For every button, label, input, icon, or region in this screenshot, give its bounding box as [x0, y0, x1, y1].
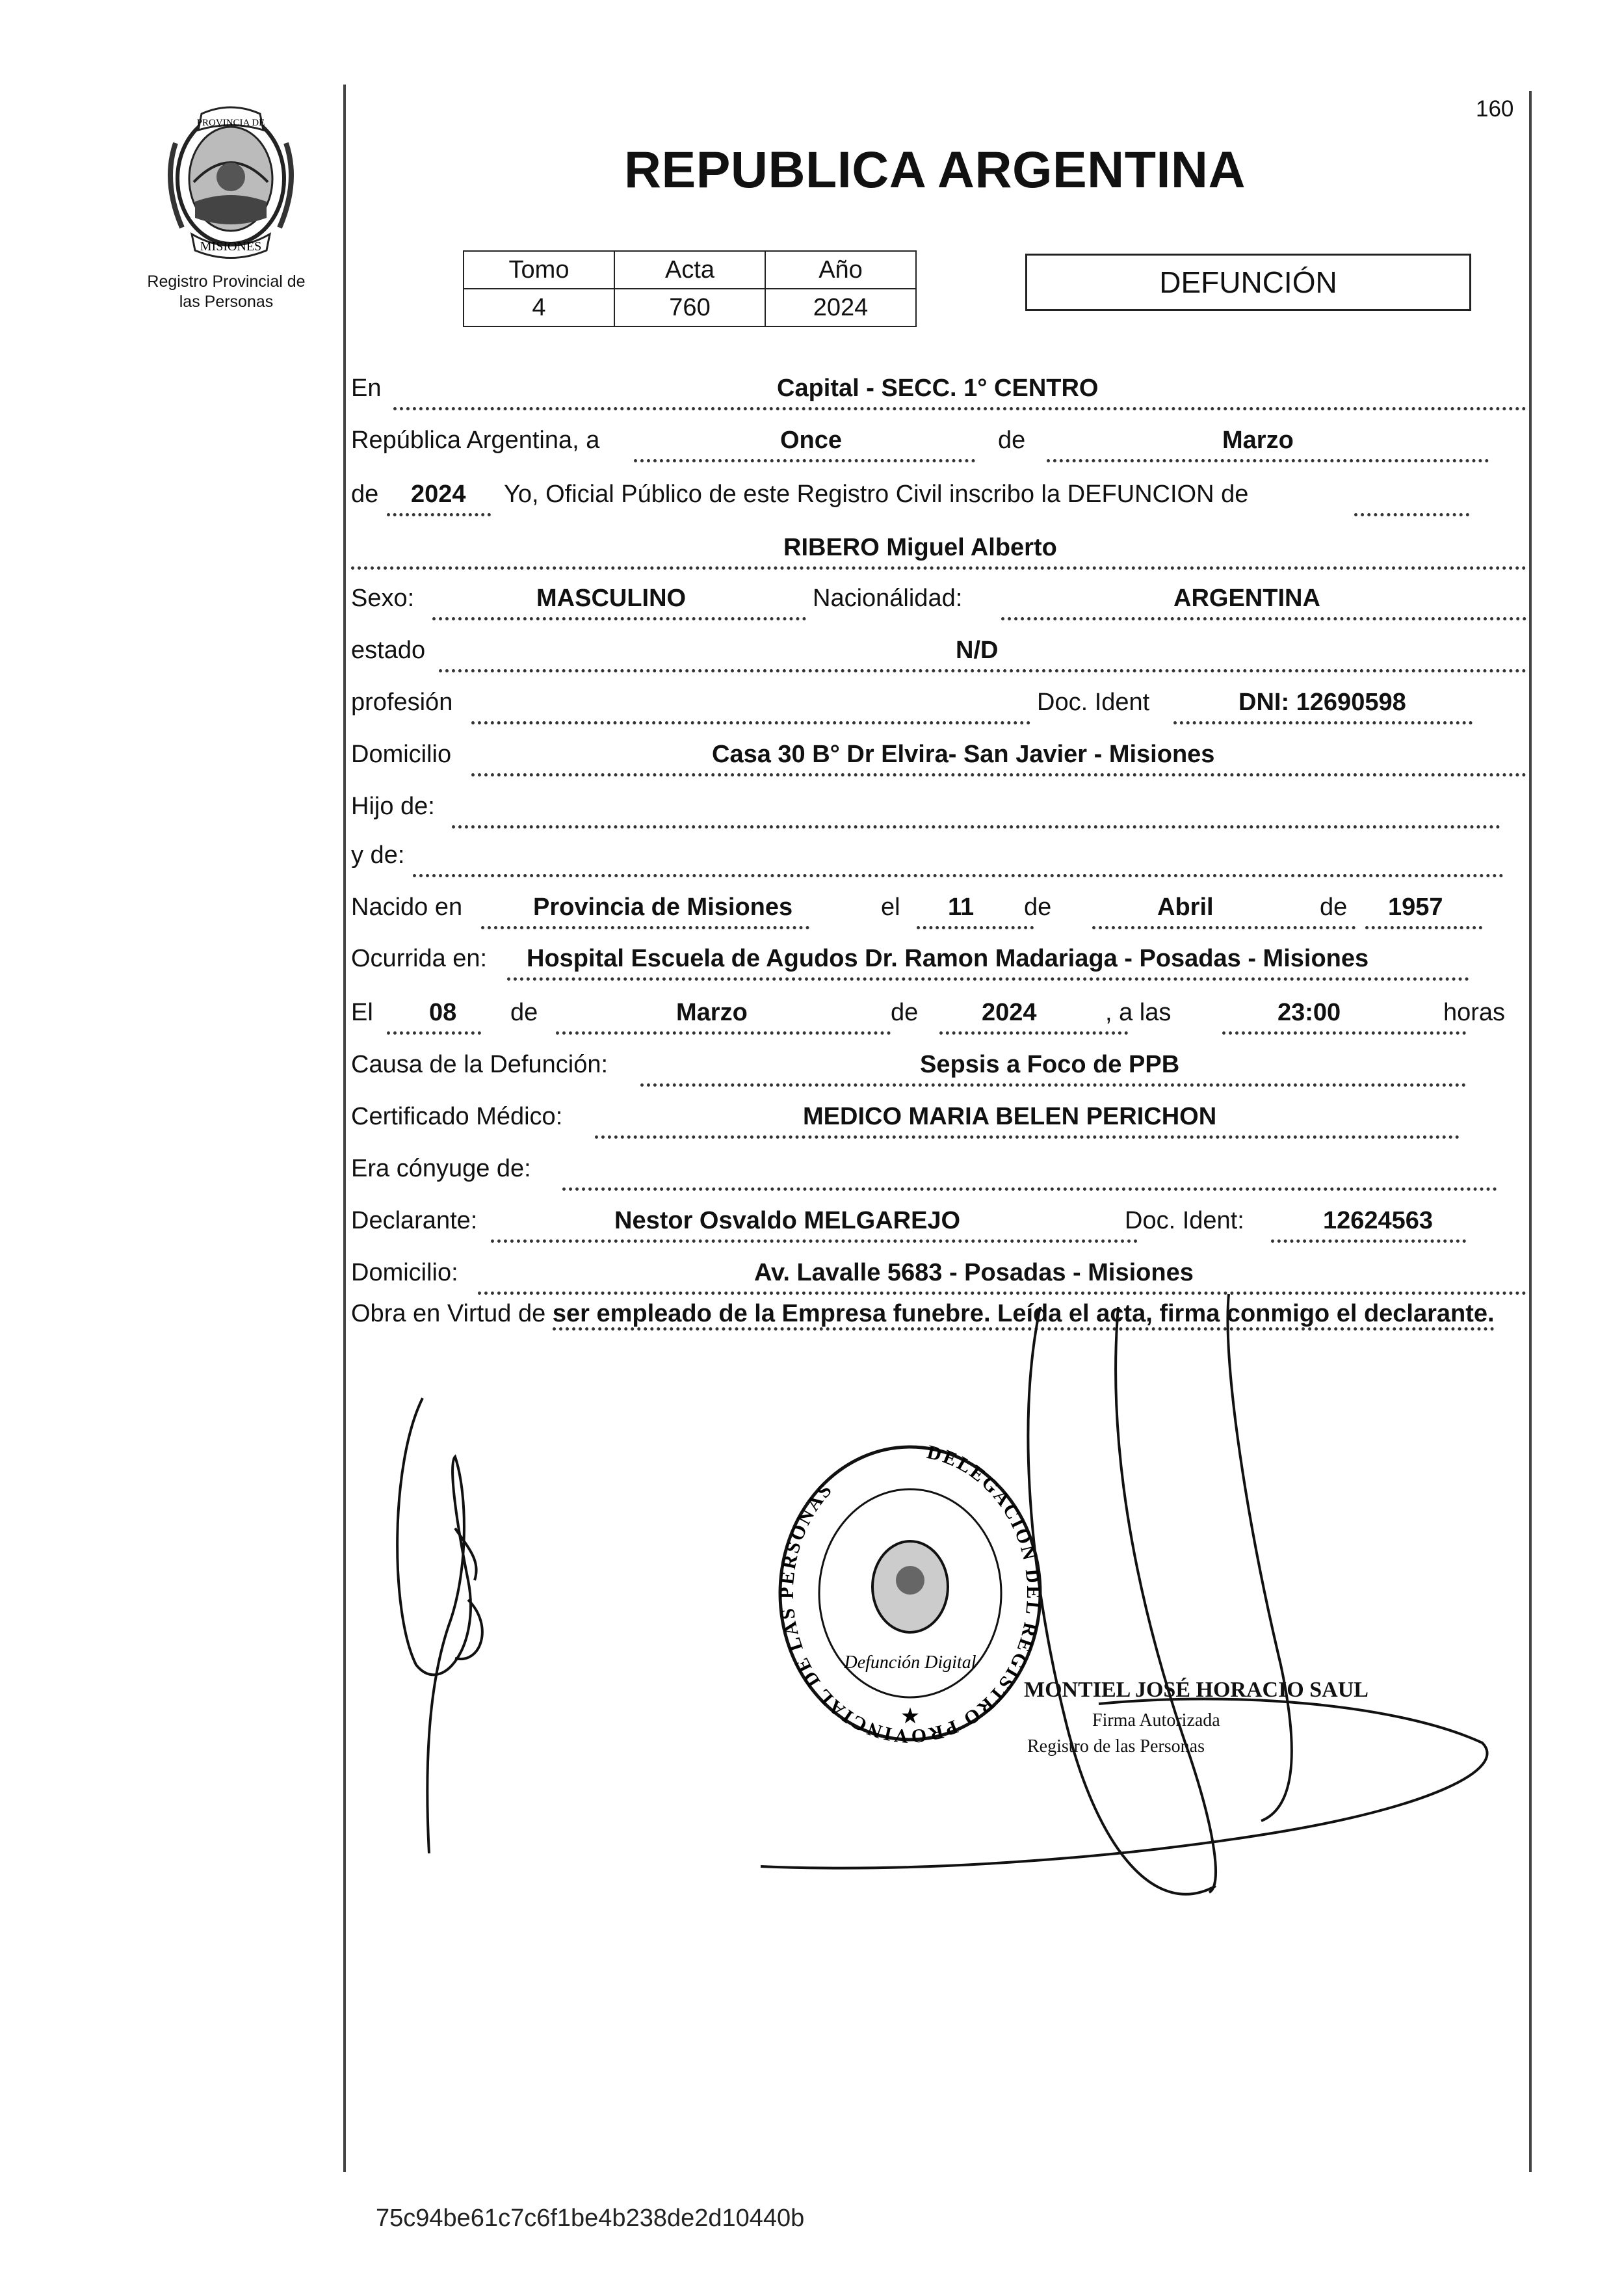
tomo-value: 4 — [464, 289, 614, 326]
officer-role-1: Firma Autorizada — [1092, 1710, 1220, 1730]
civil-status-value: N/D — [956, 637, 999, 664]
place-label: En — [351, 375, 382, 402]
acta-header: Acta — [614, 251, 765, 289]
medical-value: MEDICO MARIA BELEN PERICHON — [803, 1103, 1217, 1130]
declarant-address-label: Domicilio: — [351, 1259, 458, 1286]
son-of-label: Hijo de: — [351, 793, 435, 820]
acta-value: 760 — [614, 289, 765, 326]
birth-day-value: 11 — [948, 894, 975, 921]
declarant-signature — [397, 1398, 482, 1853]
record-type-box: DEFUNCIÓN — [1025, 254, 1471, 311]
official-stamp — [767, 1431, 1053, 1743]
officer-role-2: Registro de las Personas — [1027, 1736, 1205, 1756]
nationality-label: Nacionálidad: — [813, 585, 963, 612]
spouse-label: Era cónyuge de: — [351, 1155, 531, 1182]
declarant-doc-label: Doc. Ident: — [1125, 1207, 1244, 1234]
doc-label: Doc. Ident — [1037, 689, 1150, 716]
profession-label: profesión — [351, 689, 453, 716]
born-label: Nacido en — [351, 894, 463, 921]
doc-value: DNI: 12690598 — [1238, 689, 1406, 716]
medical-label: Certificado Médico: — [351, 1103, 563, 1130]
stamp-star-icon: ★ — [900, 1704, 921, 1729]
cause-label: Causa de la Defunción: — [351, 1051, 609, 1078]
death-year-value: 2024 — [982, 999, 1037, 1026]
birth-de-label-1: de — [1024, 894, 1052, 921]
death-time-value: 23:00 — [1277, 999, 1341, 1026]
declarant-doc-value: 12624563 — [1323, 1207, 1434, 1234]
registry-line-1: Registro Provincial de — [147, 272, 306, 291]
nationality-value: ARGENTINA — [1173, 585, 1320, 612]
occurred-place-value: Hospital Escuela de Agudos Dr. Ramon Madariaga - Posadas - Misiones — [527, 945, 1369, 972]
time-label: , a las — [1105, 999, 1172, 1026]
birth-month-value: Abril — [1157, 894, 1214, 921]
death-el-label: El — [351, 999, 373, 1026]
address-label: Domicilio — [351, 741, 452, 768]
year-value: 2024 — [411, 481, 466, 508]
obra-label: Obra en Virtud de — [351, 1300, 546, 1327]
death-de-label-2: de — [891, 999, 919, 1026]
birth-el-label: el — [881, 894, 900, 921]
de-label: de — [998, 427, 1026, 454]
occurred-label: Ocurrida en: — [351, 945, 488, 972]
svg-text:Defunción Digital: Defunción Digital — [844, 1652, 976, 1673]
civil-status-label: estado — [351, 637, 426, 664]
day-words-value: Once — [780, 427, 843, 454]
official-text: Yo, Oficial Público de este Registro Civil inscribo la DEFUNCION de — [504, 481, 1249, 508]
page-title: REPUBLICA ARGENTINA — [624, 140, 1246, 198]
month-value: Marzo — [1222, 427, 1294, 454]
obra-text: ser empleado de la Empresa funebre. Leída el acta, firma conmigo el declarante. — [553, 1300, 1495, 1331]
declarant-value: Nestor Osvaldo MELGAREJO — [614, 1207, 961, 1234]
registry-line-2: las Personas — [179, 293, 274, 311]
deceased-name-value: RIBERO Miguel Alberto — [783, 534, 1057, 561]
sex-value: MASCULINO — [536, 585, 687, 612]
birth-year-value: 1957 — [1388, 894, 1443, 921]
tomo-header: Tomo — [464, 251, 614, 289]
address-value: Casa 30 B° Dr Elvira- San Javier - Misiones — [712, 741, 1215, 768]
death-de-label-1: de — [510, 999, 538, 1026]
birth-de-label-2: de — [1320, 894, 1348, 921]
page-number: 160 — [1476, 96, 1514, 122]
place-value: Capital - SECC. 1° CENTRO — [777, 375, 1099, 402]
hours-label: horas — [1443, 999, 1506, 1026]
and-of-label: y de: — [351, 842, 405, 869]
officer-name: MONTIEL JOSÉ HORACIO SAUL — [1024, 1678, 1369, 1702]
svg-text:DELEGACION DEL REGISTRO PROVIN: DELEGACION DEL REGISTRO PROVINCIAL DE LAS PERSONAS — [776, 1441, 1044, 1743]
de-year-label: de — [351, 481, 379, 508]
death-month-value: Marzo — [676, 999, 748, 1026]
anio-value: 2024 — [765, 289, 916, 326]
declarant-address-value: Av. Lavalle 5683 - Posadas - Misiones — [754, 1259, 1194, 1286]
svg-text:PROVINCIA DE: PROVINCIA DE — [196, 118, 265, 128]
born-place-value: Provincia de Misiones — [533, 894, 793, 921]
republic-label: República Argentina, a — [351, 427, 600, 454]
declarant-label: Declarante: — [351, 1207, 478, 1234]
document-hash: 75c94be61c7c6f1be4b238de2d10440b — [376, 2205, 805, 2232]
sex-label: Sexo: — [351, 585, 415, 612]
anio-header: Año — [765, 251, 916, 289]
death-day-value: 08 — [429, 999, 457, 1026]
svg-text:MISIONES: MISIONES — [200, 239, 262, 254]
cause-value: Sepsis a Foco de PPB — [920, 1051, 1180, 1078]
